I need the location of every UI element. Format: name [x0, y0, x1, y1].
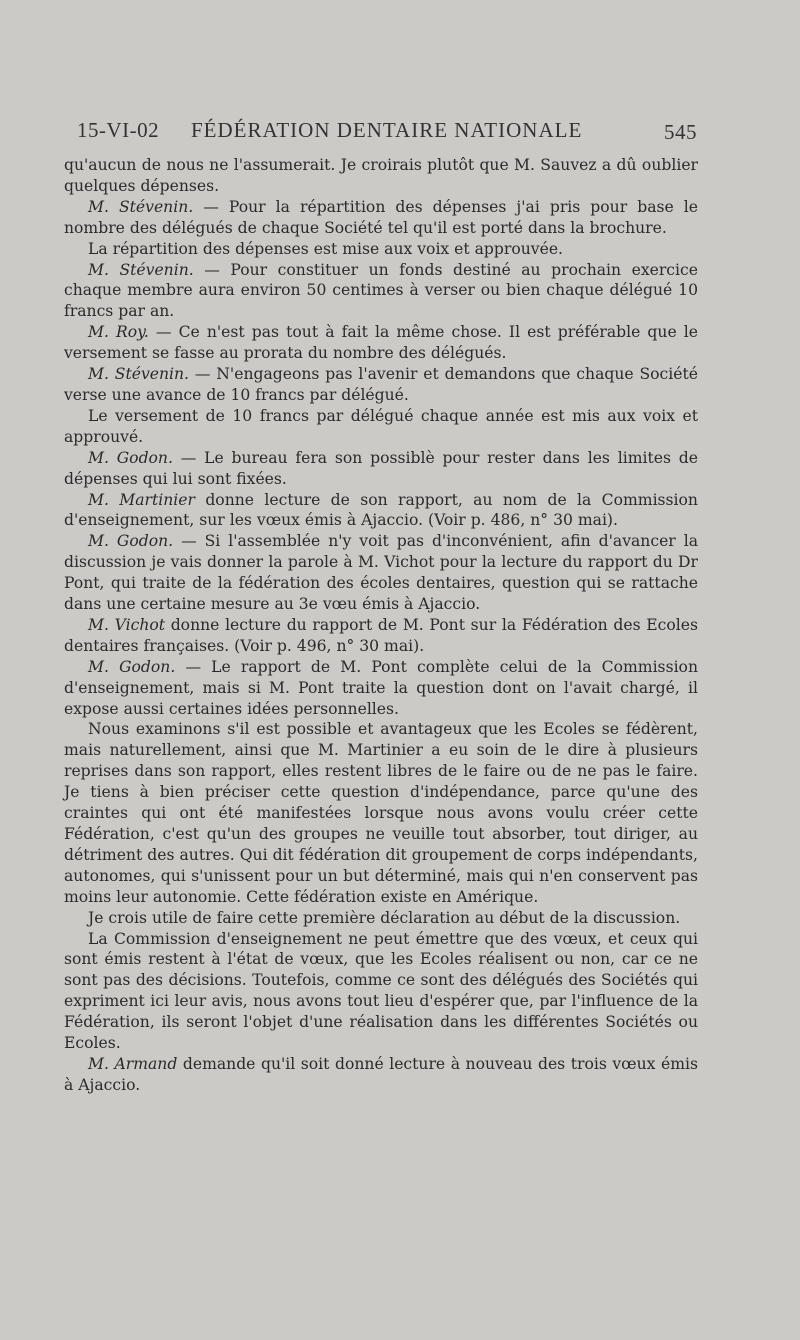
running-header — [77, 114, 697, 144]
speaker-name: M. Vichot — [88, 615, 166, 634]
paragraph: M. Godon. — Le rapport de M. Pont complète celui de la Commission d'enseignement, mais si M. Pont traite la question dont on l'avait chargé, il expose aussi certaines idées personnelles. — [64, 657, 698, 718]
speaker-name: M. Godon. — [88, 448, 173, 467]
paragraph: M. Godon. — Si l'assemblée n'y voit pas d'inconvénient, afin d'avancer la discussion je vais donner la parole à M. Vichot pour la lecture du rapport du Dr Pont, qui traite de la fédération des écoles dentaires, question qui se rattache dans une certaine mesure au 3e vœu émis à Ajaccio. — [64, 532, 698, 614]
paragraph: M. Stévenin. — Pour la répartition des dépenses j'ai pris pour base le nombre des délégués de chaque Société tel qu'il est porté dans la brochure. — [64, 197, 698, 237]
paragraph: M. Martinier donne lecture de son rapport, au nom de la Commission d'enseignement, sur les vœux émis à Ajaccio. (Voir p. 486, n° 30 mai). — [64, 490, 698, 530]
paragraph: La Commission d'enseignement ne peut émettre que des vœux, et ceux qui sont émis restent à l'état de vœux, que les Ecoles réalisent ou non, car ce ne sont pas des décisions. Toutefois, comme ce sont des délégués des Sociétés qui expriment ici leur avis, nous avons tout lieu d'espérer que, par l'influence de la Fédération, ils seront l'objet d'une réalisation dans les différentes Sociétés ou Ecoles. — [64, 929, 698, 1053]
paragraph: Nous examinons s'il est possible et avantageux que les Ecoles se fédèrent, mais naturellement, ainsi que M. Martinier a eu soin de le dire à plusieurs reprises dans son rapport, elles restent libres de le faire ou de ne pas le faire. Je tiens à bien préciser cette question d'indépendance, parce qu'une des craintes qui ont été manifestées lorsque nous avons voulu créer cette Fédération, c'est qu'un des groupes ne veuille tout absorber, tout diriger, au détriment des autres. Qui dit fédération dit groupement de corps indépendants, autonomes, qui s'unissent pour un but déterminé, mais qui n'en conservent pas moins leur autonomie. Cette fédération existe en Amérique. — [64, 720, 698, 906]
paragraph: La répartition des dépenses est mise aux voix et approuvée. — [88, 239, 564, 258]
paragraph: M. Vichot donne lecture du rapport de M. Pont sur la Fédération des Ecoles dentaires françaises. (Voir p. 496, n° 30 mai). — [64, 615, 698, 655]
paragraph: Je crois utile de faire cette première déclaration au début de la discussion. — [88, 908, 681, 927]
paragraph: M. Stévenin. — N'engageons pas l'avenir et demandons que chaque Société verse une avance de 10 francs par délégué. — [64, 365, 698, 404]
paragraph: M. Roy. — Ce n'est pas tout à fait la même chose. Il est préférable que le versement se fasse au prorata du nombre des délégués. — [64, 323, 698, 363]
speaker-name: M. Stévenin. — [88, 365, 190, 384]
header-title: FÉDÉRATION DENTAIRE NATIONALE — [191, 118, 583, 142]
speaker-name: M. Stévenin. — [88, 260, 194, 279]
speaker-name: M. Martinier — [88, 490, 195, 509]
speaker-name: M. Armand — [88, 1054, 178, 1073]
header-reference: 15-VI-02 — [77, 118, 160, 142]
page-number: 545 — [664, 120, 697, 144]
paragraph: M. Armand demande qu'il soit donné lecture à nouveau des trois vœux émis à Ajaccio. — [64, 1054, 698, 1094]
speaker-name: M. Stévenin. — [88, 197, 194, 216]
body-text — [64, 155, 698, 1096]
paragraph: Le versement de 10 francs par délégué chaque année est mis aux voix et approuvé. — [64, 406, 698, 446]
paragraph: qu'aucun de nous ne l'assumerait. Je croirais plutôt que M. Sauvez a dû oublier quelques dépenses. — [64, 156, 698, 195]
paragraph: M. Godon. — Le bureau fera son possiblè pour rester dans les limites de dépenses qui lui sont fixées. — [64, 448, 698, 488]
speaker-name: M. Roy. — [88, 323, 149, 342]
speaker-name: M. Godon. — [88, 657, 176, 676]
paragraph: M. Stévenin. — Pour constituer un fonds destiné au prochain exercice chaque membre aura environ 50 centimes à verser ou bien chaque délégué 10 francs par an. — [64, 260, 698, 321]
speaker-name: M. Godon. — [88, 532, 174, 551]
